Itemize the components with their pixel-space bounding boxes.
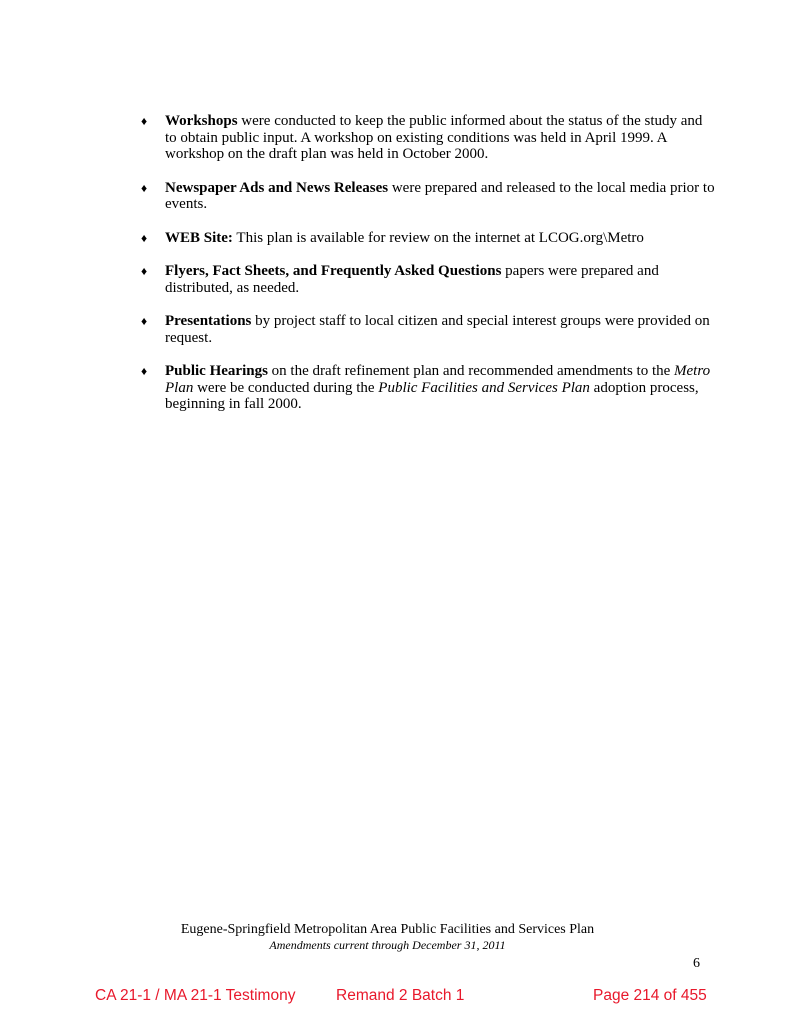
bullet-body: This plan is available for review on the internet at LCOG.org\Metro (232, 229, 644, 246)
bullet-text (165, 313, 716, 346)
diamond-bullet-icon: ♦ (141, 230, 148, 245)
bullet-heading: Presentations (165, 313, 252, 329)
bullet-item (141, 113, 716, 163)
italic-title: Public Facilities and Services Plan (378, 379, 590, 396)
bullet-body: by project staff to local citizen and special interest groups were provided on request. (165, 313, 710, 346)
stamp-batch: Remand 2 Batch 1 (336, 987, 465, 1004)
bullet-text (165, 363, 716, 413)
bullet-text (165, 113, 716, 163)
bullet-body: on the draft refinement plan and recommended amendments to the (267, 363, 675, 379)
stamp-testimony-id: CA 21-1 / MA 21-1 Testimony (95, 987, 296, 1004)
diamond-bullet-icon: ♦ (141, 114, 148, 128)
bullet-body: papers were prepared and distributed, as needed. (165, 263, 659, 296)
bullet-item (141, 230, 716, 247)
bullet-heading: Public Hearings (165, 363, 268, 379)
stamp-page-count: Page 214 of 455 (593, 987, 707, 1004)
bullet-heading: Workshops (165, 113, 238, 129)
page-number: 6 (693, 956, 700, 971)
diamond-bullet-icon: ♦ (141, 364, 148, 378)
bullet-heading: Flyers, Fact Sheets, and Frequently Asked Questions (165, 263, 502, 279)
bullet-body: adoption process, beginning in fall 2000. (165, 379, 699, 412)
diamond-bullet-icon: ♦ (141, 314, 148, 328)
bullet-heading: WEB Site: (165, 229, 233, 246)
bullet-body: were prepared and released to the local media prior to events. (165, 179, 715, 212)
bullet-item (141, 313, 716, 346)
bullet-item (141, 363, 716, 413)
diamond-bullet-icon: ♦ (141, 264, 148, 278)
bullet-text (165, 230, 716, 247)
bullet-item (141, 263, 716, 296)
bullet-text (165, 180, 716, 213)
bullet-heading: Newspaper Ads and News Releases (165, 179, 389, 196)
footer-title: Eugene-Springfield Metropolitan Area Public Facilities and Services Plan (180, 922, 595, 937)
bullet-body: were be conducted during the (193, 379, 379, 396)
italic-title: Metro Plan (165, 363, 711, 396)
diamond-bullet-icon: ♦ (141, 180, 148, 195)
bullet-text (165, 263, 716, 296)
bullet-list (141, 113, 716, 430)
bullet-item (141, 180, 716, 213)
bullet-body: were conducted to keep the public informed about the status of the study and to obtain public input. A workshop on existing conditions was held in April 1999. A workshop on the draft plan was held in October 2000. (165, 113, 703, 162)
footer-subtitle: Amendments current through December 31, 2011 (269, 938, 506, 952)
